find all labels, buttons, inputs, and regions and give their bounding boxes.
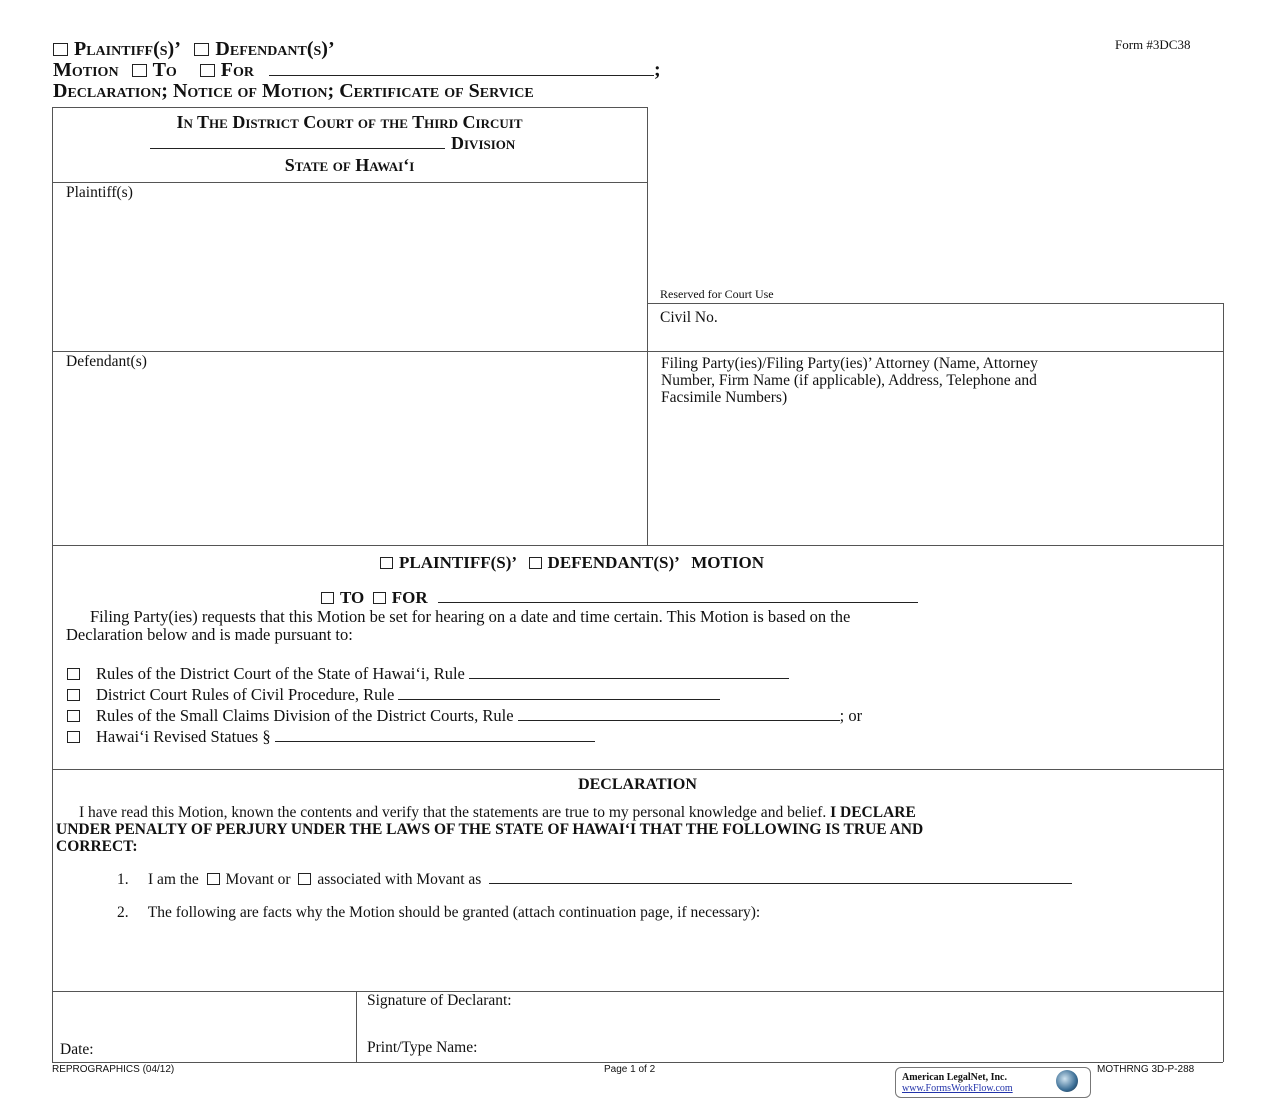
divider xyxy=(52,107,53,1062)
civil-no-label: Civil No. xyxy=(660,309,718,326)
declaration-text: CORRECT: xyxy=(56,838,138,855)
to-label: To xyxy=(152,59,177,81)
defendant-field-label: Defendant(s) xyxy=(66,353,147,370)
divider xyxy=(52,769,1223,770)
item-number: 1. xyxy=(117,871,129,888)
legalnet-logo xyxy=(895,1067,1091,1098)
rule-option xyxy=(67,727,595,747)
text: I have read this Motion, known the contents and verify that the statements are true to my personal knowledge and belief. xyxy=(79,804,827,821)
filing-party-label xyxy=(661,355,1038,406)
declaration-item-1 xyxy=(117,871,1072,889)
divider xyxy=(52,1062,1223,1063)
to-checkbox[interactable] xyxy=(132,64,147,77)
rule-option xyxy=(67,706,862,726)
motion-label: Motion xyxy=(53,59,119,81)
divider xyxy=(647,107,648,545)
motion-type-line xyxy=(380,553,764,573)
request-text: Declaration below and is made pursuant to: xyxy=(66,625,353,644)
rule-field[interactable] xyxy=(469,666,789,679)
divider xyxy=(52,182,647,183)
page-number: Page 1 of 2 xyxy=(604,1064,656,1075)
divider xyxy=(647,303,1223,304)
text: I DECLARE xyxy=(830,804,916,821)
label: DEFENDANT(S)’ xyxy=(547,553,679,572)
defendant-motion-checkbox[interactable] xyxy=(529,557,542,569)
motion-for-field[interactable] xyxy=(438,590,918,603)
divider xyxy=(52,991,1223,992)
rule-field[interactable] xyxy=(275,729,595,742)
plaintiff-field-label: Plaintiff(s) xyxy=(66,184,133,201)
title-line-3: Declaration; Notice of Motion; Certificate of Service xyxy=(53,80,534,102)
title-line-1 xyxy=(53,38,335,61)
motion-purpose-field[interactable] xyxy=(269,63,654,76)
logo-link[interactable]: www.FormsWorkFlow.com xyxy=(902,1083,1013,1094)
for-motion-checkbox[interactable] xyxy=(373,592,386,604)
state-name: State of Hawai‘i xyxy=(284,155,415,175)
declaration-item-2 xyxy=(117,904,760,922)
footer-left: REPROGRAPHICS (04/12) xyxy=(52,1064,175,1075)
label: TO xyxy=(340,588,365,607)
label: PLAINTIFF(S)’ xyxy=(399,553,516,572)
globe-icon xyxy=(1056,1070,1078,1092)
label: Rules of the Small Claims Division of the District Courts, Rule xyxy=(96,706,514,725)
association-field[interactable] xyxy=(489,871,1072,884)
label: The following are facts why the Motion should be granted (attach continuation page, if necessary): xyxy=(147,904,761,921)
label: FOR xyxy=(391,588,428,607)
plaintiff-motion-checkbox[interactable] xyxy=(380,557,393,569)
for-checkbox[interactable] xyxy=(200,64,215,77)
label: Hawai‘i Revised Statues § xyxy=(96,727,271,746)
request-text: Filing Party(ies) requests that this Motion be set for hearing on a date and time certain. This Motion is based on the xyxy=(90,607,851,626)
divider xyxy=(356,991,357,1062)
rule-field[interactable] xyxy=(398,687,720,700)
movant-checkbox[interactable] xyxy=(207,873,220,885)
divider xyxy=(52,545,1223,546)
divider xyxy=(1223,303,1224,1062)
divider xyxy=(52,107,647,108)
logo-name: American LegalNet, Inc. xyxy=(902,1072,1007,1083)
label: Rules of the District Court of the State of Hawai‘i, Rule xyxy=(96,664,465,683)
footer-right: MOTHRNG 3D-P-288 xyxy=(1097,1064,1195,1075)
declaration-text: UNDER PENALTY OF PERJURY UNDER THE LAWS OF THE STATE OF HAWAI‘I THAT THE FOLLOWING IS TRUE AND xyxy=(56,821,924,838)
rule-checkbox[interactable] xyxy=(67,710,80,722)
declaration-title: DECLARATION xyxy=(578,776,697,793)
associated-checkbox[interactable] xyxy=(298,873,311,885)
rule-checkbox[interactable] xyxy=(67,731,80,743)
label: District Court Rules of Civil Procedure, Rule xyxy=(96,685,395,704)
print-name-label: Print/Type Name: xyxy=(367,1039,478,1056)
title-line-2 xyxy=(53,59,661,82)
label: Movant or xyxy=(225,871,291,888)
text-line: Facsimile Numbers) xyxy=(661,389,788,406)
rule-option xyxy=(67,664,789,684)
defendant-checkbox[interactable] xyxy=(194,43,209,56)
date-label: Date: xyxy=(60,1041,94,1058)
plaintiff-label: Plaintiff(s)’ xyxy=(74,38,180,60)
signature-label: Signature of Declarant: xyxy=(367,992,512,1009)
rule-checkbox[interactable] xyxy=(67,668,80,680)
rule-field[interactable] xyxy=(518,708,840,721)
rule-checkbox[interactable] xyxy=(67,689,80,701)
defendant-label: Defendant(s)’ xyxy=(215,38,335,60)
text-line: Filing Party(ies)/Filing Party(ies)’ Attorney (Name, Attorney xyxy=(661,355,1038,372)
rule-option xyxy=(67,685,720,705)
item-number: 2. xyxy=(117,904,129,921)
division-field[interactable] xyxy=(150,136,445,149)
label: ; or xyxy=(839,706,863,725)
declaration-text xyxy=(79,804,916,822)
reserved-label: Reserved for Court Use xyxy=(660,287,774,301)
to-motion-checkbox[interactable] xyxy=(321,592,334,604)
motion-to-for-line xyxy=(321,588,918,608)
label: I am the xyxy=(148,871,199,888)
form-number: Form #3DC38 xyxy=(1115,37,1191,52)
text-line: Number, Firm Name (if applicable), Address, Telephone and xyxy=(661,372,1037,389)
divider xyxy=(52,351,1223,352)
court-name: In The District Court of the Third Circuit xyxy=(176,112,523,132)
division-label: Division xyxy=(451,133,516,153)
semicolon: ; xyxy=(654,59,661,81)
plaintiff-checkbox[interactable] xyxy=(53,43,68,56)
for-label: For xyxy=(220,59,255,81)
label: associated with Movant as xyxy=(317,871,482,888)
label: MOTION xyxy=(691,553,764,572)
